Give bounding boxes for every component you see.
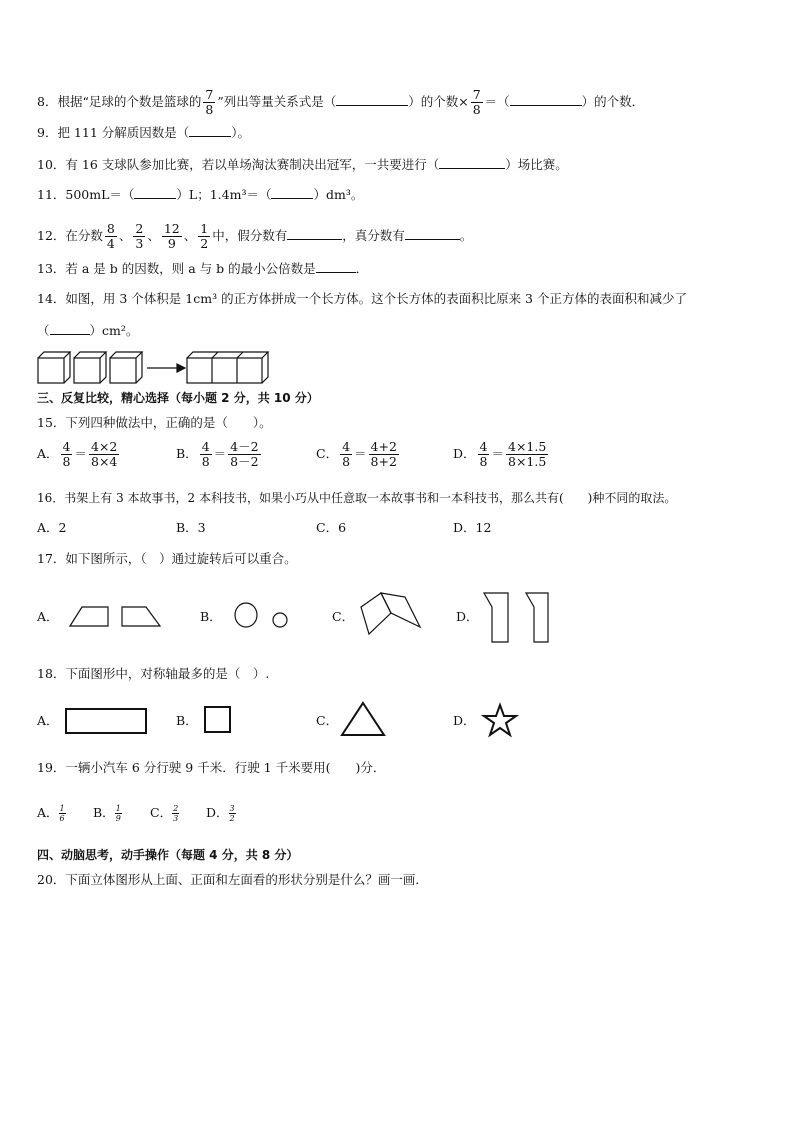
denominator: 9: [167, 236, 176, 251]
denominator: 8: [342, 454, 351, 469]
option-15-a[interactable]: [37, 440, 121, 469]
answer-blank[interactable]: [287, 227, 342, 240]
answer-blank[interactable]: [405, 227, 460, 240]
fraction: [340, 440, 352, 469]
numerator: 4×1.5: [508, 439, 547, 454]
numerator: 4: [201, 439, 210, 454]
denominator: 9: [115, 814, 121, 823]
option-label: B．: [176, 446, 198, 461]
cubes-figure: [37, 350, 277, 386]
fraction: [172, 804, 179, 823]
section-4-heading: 四、动脑思考，动手操作（每题 4 分，共 8 分）: [37, 848, 299, 862]
option-label: C．: [316, 446, 339, 461]
option-18-c-label[interactable]: C．: [316, 713, 339, 728]
question-14: [37, 290, 687, 308]
question-text: ）的个数．: [581, 94, 645, 109]
question-17: 17．如下图所示，（ ）通过旋转后可以重合。: [37, 551, 297, 566]
cuboid: [187, 352, 268, 383]
denominator: 8×1.5: [508, 454, 547, 469]
question-text: 11．500mL＝（: [37, 187, 135, 202]
fraction: [162, 222, 182, 251]
trapezoid-a2: [122, 607, 160, 626]
cube-1: [38, 352, 70, 383]
denominator: 3: [135, 236, 144, 251]
fraction: [506, 440, 548, 469]
section-3-heading: 三、反复比较，精心选择（每小题 2 分，共 10 分）: [37, 391, 319, 405]
star-shape: [484, 705, 516, 735]
shape-d1: [484, 593, 508, 642]
question-text: ）的个数×: [408, 94, 469, 109]
equals-sign: ＝: [213, 446, 227, 461]
answer-blank[interactable]: [50, 322, 90, 335]
denominator: 8: [479, 454, 488, 469]
answer-blank[interactable]: [134, 186, 176, 199]
question-text: ，真分数有: [342, 228, 405, 243]
question-9: [37, 124, 250, 142]
shape-c2: [381, 593, 420, 627]
question-15: 15．下列四种做法中，正确的是（ ）。: [37, 415, 272, 430]
triangle-shape: [342, 703, 384, 735]
question-text: （: [37, 323, 50, 338]
option-18-d-label[interactable]: D．: [453, 713, 476, 728]
option-19-d[interactable]: [206, 804, 236, 823]
question-text: 中，假分数有: [212, 228, 288, 243]
numerator: 8: [106, 221, 115, 236]
separator: 、: [147, 228, 160, 243]
option-15-b[interactable]: [176, 440, 263, 469]
numerator: 4: [479, 439, 488, 454]
fraction: [61, 440, 73, 469]
circle-large: [235, 603, 257, 627]
numerator: 4+2: [370, 439, 397, 454]
option-18-a-label[interactable]: A．: [37, 713, 59, 728]
question-18: 18．下面图形中，对称轴最多的是（ ）.: [37, 666, 270, 681]
answer-blank[interactable]: [510, 93, 582, 106]
denominator: 2: [229, 814, 235, 823]
question-19: 19．一辆小汽车 6 分行驶 9 千米．行驶 1 千米要用( )分．: [37, 760, 386, 775]
question-text: 根据“足球的个数是篮球的: [57, 94, 202, 109]
fraction: [198, 222, 210, 251]
denominator: 8: [62, 454, 71, 469]
option-15-c[interactable]: [316, 440, 401, 469]
denominator: 6: [59, 814, 65, 823]
question-14-cont: [37, 322, 138, 340]
denominator: 8+2: [370, 454, 397, 469]
fraction: [115, 804, 122, 823]
option-15-d[interactable]: [453, 440, 550, 469]
option-17-d-label[interactable]: D．: [456, 609, 479, 624]
shape-d2: [526, 593, 548, 642]
question-text: 13．若 a 是 b 的因数，则 a 与 b 的最小公倍数是: [37, 261, 316, 276]
question-text: ）L；1.4m³＝（: [176, 187, 272, 202]
question-number: 8．: [37, 94, 58, 109]
denominator: 3: [173, 814, 179, 823]
fraction: [89, 440, 119, 469]
denominator: 4: [106, 236, 115, 251]
denominator: 8: [472, 102, 481, 117]
option-label: B．: [93, 805, 115, 820]
trapezoid-a1: [70, 607, 108, 626]
option-17-a-label[interactable]: A．: [37, 609, 59, 624]
numerator: 1: [200, 221, 209, 236]
question-11: [37, 186, 363, 204]
question-13: [37, 260, 368, 278]
question-8: [37, 88, 644, 117]
option-16-c[interactable]: C．6: [316, 520, 347, 535]
option-label: C．: [150, 805, 173, 820]
question-text: 14．如图，用 3 个体积是 1cm³ 的正方体拼成一个长方体。这个长方体的表面积比原来 3 个正方体的表面积和减少了: [37, 291, 687, 306]
fraction: [133, 222, 145, 251]
question-text: ．: [355, 261, 369, 276]
question-text: 10．有 16 支球队参加比赛，若以单场淘汰赛制决出冠军，一共要进行（: [37, 157, 440, 172]
q18-figures: [0, 700, 794, 750]
arrow-head: [177, 364, 185, 372]
numerator: 2: [135, 221, 144, 236]
q17-figures: [0, 585, 794, 655]
option-label: A．: [37, 805, 59, 820]
answer-blank[interactable]: [336, 93, 408, 106]
fraction: [229, 804, 236, 823]
fraction: [105, 222, 117, 251]
option-label: D．: [453, 446, 476, 461]
option-label: D．: [206, 805, 229, 820]
rectangle-shape: [66, 709, 146, 733]
denominator: 8×4: [91, 454, 118, 469]
numerator: 3: [229, 804, 235, 813]
fraction: [478, 440, 490, 469]
question-text: ”列出等量关系式是（: [217, 94, 337, 109]
option-16-a[interactable]: A．2: [37, 520, 67, 535]
numerator: 1: [59, 804, 65, 813]
question-text: 。: [459, 228, 473, 243]
question-text: ＝（: [484, 94, 510, 109]
numerator: 2: [173, 804, 179, 813]
numerator: 1: [115, 804, 121, 813]
numerator: 4－2: [230, 439, 259, 454]
fraction: [203, 88, 215, 117]
square-shape: [205, 707, 230, 732]
denominator: 8: [205, 102, 214, 117]
numerator: 12: [163, 221, 180, 236]
option-18-b-label[interactable]: B．: [176, 713, 198, 728]
equals-sign: ＝: [491, 446, 504, 461]
equals-sign: ＝: [74, 446, 87, 461]
equals-sign: ＝: [354, 446, 367, 461]
option-16-d[interactable]: D．12: [453, 520, 492, 535]
numerator: 4: [62, 439, 71, 454]
option-16-b[interactable]: B．3: [176, 520, 206, 535]
question-text: ）dm³。: [313, 187, 364, 202]
question-text: ）cm²。: [89, 323, 139, 338]
fraction: [369, 440, 399, 469]
answer-blank[interactable]: [439, 156, 505, 169]
fraction: [471, 88, 483, 117]
question-10: [37, 156, 568, 174]
denominator: 8－2: [230, 454, 259, 469]
question-12: [37, 222, 472, 251]
separator: 、: [183, 228, 197, 243]
numerator: 7: [472, 87, 481, 102]
option-17-c-label[interactable]: C．: [332, 609, 355, 624]
answer-blank[interactable]: [189, 124, 231, 137]
option-17-b-label[interactable]: B．: [200, 609, 222, 624]
circle-small: [273, 613, 287, 627]
fraction: [200, 440, 212, 469]
numerator: 4×2: [91, 439, 118, 454]
shape-c1: [361, 593, 391, 634]
fraction: [228, 440, 260, 469]
denominator: 8: [201, 454, 210, 469]
question-text: ）场比赛。: [505, 157, 568, 172]
cube-2: [74, 352, 106, 383]
denominator: 2: [200, 236, 209, 251]
fraction: [59, 804, 66, 823]
answer-blank[interactable]: [271, 186, 313, 199]
option-19-a[interactable]: [37, 804, 66, 823]
question-text: 12．在分数: [37, 228, 103, 243]
question-16: 16．书架上有 3 本故事书，2 本科技书，如果小巧从中任意取一本故事书和一本科技书，那么共有( )种不同的取法。: [37, 491, 677, 505]
question-text: 9．把 111 分解质因数是（: [37, 125, 190, 140]
option-label: A．: [37, 446, 59, 461]
separator: 、: [118, 228, 132, 243]
question-text: ）。: [231, 125, 251, 140]
numerator: 4: [342, 439, 351, 454]
option-19-c[interactable]: [150, 804, 179, 823]
question-20: 20．下面立体图形从上面、正面和左面看的形状分别是什么？画一画．: [37, 872, 428, 887]
answer-blank[interactable]: [316, 260, 356, 273]
numerator: 7: [205, 87, 214, 102]
option-19-b[interactable]: [93, 804, 122, 823]
cube-3: [110, 352, 142, 383]
